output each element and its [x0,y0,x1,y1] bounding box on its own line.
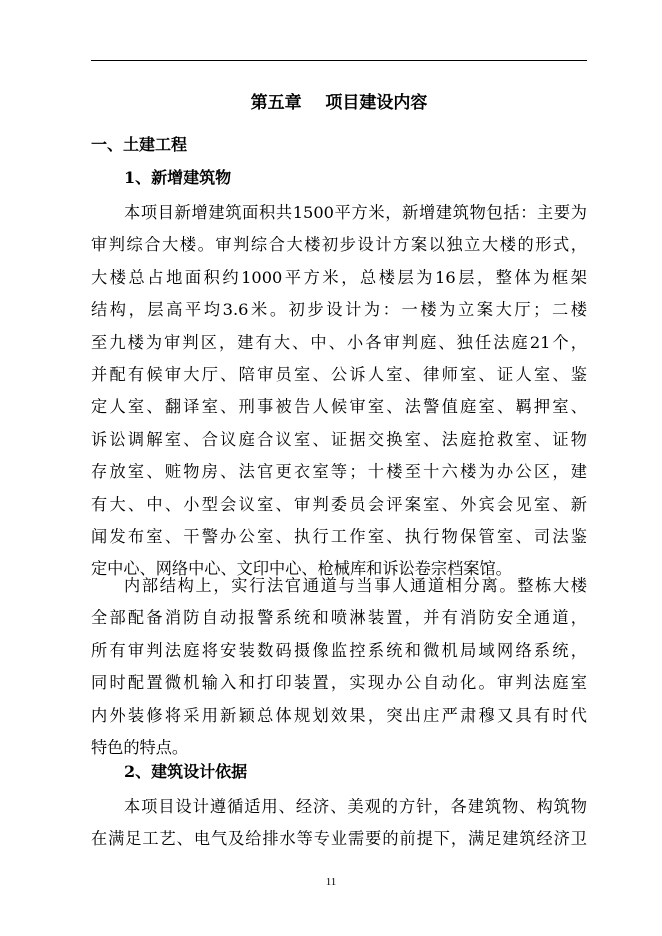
paragraph-line: 闻发布室、干警办公室、执行工作室、执行物保管室、司法鉴 [91,527,587,547]
chapter-title: 第五章 项目建设内容 [250,93,428,113]
subsection-heading-new-buildings: 1、新增建筑物 [124,168,232,187]
paragraph-line: 内外装修将采用新颖总体规划效果，突出庄严肃穆又具有时代 [91,705,587,725]
paragraph-line: 同时配置微机输入和打印装置，实现办公自动化。审判法庭室 [91,673,587,693]
paragraph-line: 在满足工艺、电气及给排水等专业需要的前提下，满足建筑经济卫 [91,829,587,849]
paragraph-line: 存放室、赃物房、法官更衣室等；十楼至十六楼为办公区，建 [91,462,587,482]
paragraph-line: 定人室、翻译室、刑事被告人候审室、法警值庭室、羁押室、 [91,397,587,417]
paragraph-line: 结构，层高平均3.6米。初步设计为：一楼为立案大厅；二楼 [91,300,587,320]
paragraph-new-buildings [91,197,587,586]
paragraph-design-basis [91,791,587,856]
paragraph-line: 本项目设计遵循适用、经济、美观的方针，各建筑物、构筑物 [124,797,587,816]
page-number: 11 [325,876,337,888]
paragraph-line: 诉讼调解室、合议庭合议室、证据交换室、法庭抢救室、证物 [91,429,587,449]
paragraph-line: 所有审判法庭将安装数码摄像监控系统和微机局域网络系统， [91,640,587,660]
paragraph-line: 特色的特点。 [91,738,189,758]
paragraph-line: 定中心、网络中心、文印中心、枪械库和诉讼卷宗档案馆。 [91,559,512,579]
paragraph-line: 内部结构上，实行法官通道与当事人通道相分离。整栋大楼 [124,576,587,595]
paragraph-line: 大楼总占地面积约1000平方米，总楼层为16层，整体为框架 [91,267,587,287]
header-rule [91,60,587,61]
subsection-heading-design-basis: 2、建筑设计依据 [124,762,248,781]
paragraph-internal-structure [91,570,587,764]
paragraph-line: 本项目新增建筑面积共1500平方米，新增建筑物包括：主要为 [124,203,587,222]
paragraph-line: 全部配备消防自动报警系统和喷淋装置，并有消防安全通道， [91,608,587,628]
paragraph-line: 至九楼为审判区，建有大、中、小各审判庭、独任法庭21个， [91,332,587,352]
paragraph-line: 并配有候审大厅、陪审员室、公诉人室、律师室、证人室、鉴 [91,365,587,385]
section-heading: 一、土建工程 [91,135,188,154]
paragraph-line: 有大、中、小型会议室、审判委员会评案室、外宾会见室、新 [91,494,587,514]
paragraph-line: 审判综合大楼。审判综合大楼初步设计方案以独立大楼的形式， [91,235,587,255]
